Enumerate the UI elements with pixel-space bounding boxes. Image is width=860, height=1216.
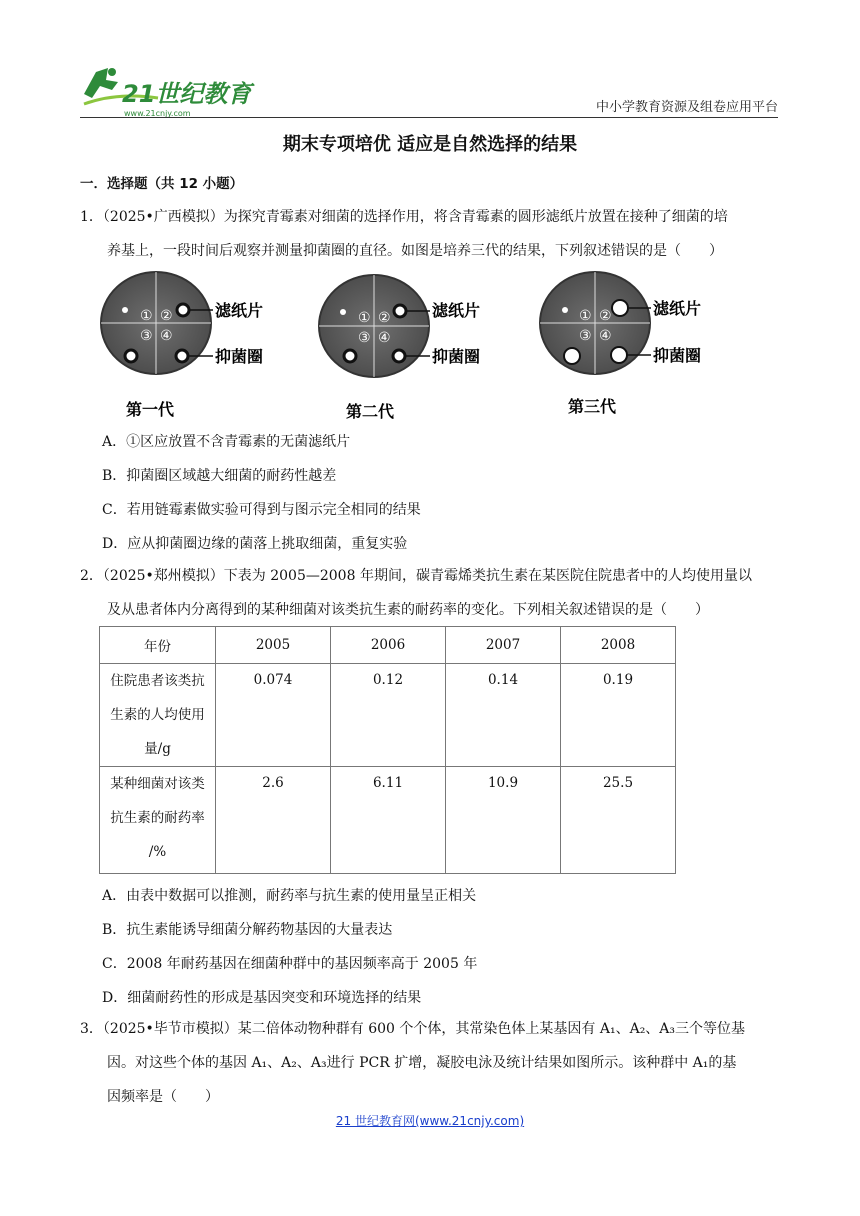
q1-option-c[interactable]: C．若用链霉素做实验可得到与图示完全相同的结果 <box>102 502 421 518</box>
table-header-cell: 2006 <box>331 627 446 664</box>
question-1 <box>80 200 780 268</box>
svg-text:抑菌圈: 抑菌圈 <box>215 347 264 366</box>
q1-option-a[interactable]: A．①区应放置不含青霉素的无菌滤纸片 <box>102 434 351 450</box>
svg-text:②: ② <box>160 308 173 324</box>
table-row <box>100 767 676 874</box>
svg-text:滤纸片: 滤纸片 <box>432 301 481 320</box>
svg-text:抑菌圈: 抑菌圈 <box>653 346 702 365</box>
question-3-line2: 因。对这些个体的基因 A₁、A₂、A₃进行 PCR 扩增，凝胶电泳及统计结果如图所示。该种群中 A₁的基 <box>107 1055 737 1071</box>
petri-dish-figure <box>98 270 738 420</box>
logo-text: 21世纪教育 <box>122 80 252 108</box>
logo-url: www.21cnjy.com <box>124 109 191 118</box>
data-table <box>99 626 676 874</box>
footer-link[interactable]: 21 世纪教育网(www.21cnjy.com) <box>335 1114 525 1128</box>
svg-text:滤纸片: 滤纸片 <box>215 301 264 320</box>
table-cell: 10.9 <box>446 767 561 874</box>
q2-option-d[interactable]: D．细菌耐药性的形成是基因突变和环境选择的结果 <box>102 990 422 1006</box>
q2-option-c[interactable]: C．2008 年耐药基因在细菌种群中的基因频率高于 2005 年 <box>102 956 478 972</box>
svg-text:第二代: 第二代 <box>346 402 395 420</box>
svg-text:④: ④ <box>599 328 612 344</box>
q1-option-d[interactable]: D．应从抑菌圈边缘的菌落上挑取细菌，重复实验 <box>102 536 408 552</box>
question-3 <box>80 1012 780 1114</box>
svg-text:②: ② <box>599 308 612 324</box>
table-row-label: 住院患者该类抗 生素的人均使用 量/g <box>100 664 216 767</box>
q2-option-b[interactable]: B．抗生素能诱导细菌分解药物基因的大量表达 <box>102 922 393 938</box>
site-logo <box>78 64 278 120</box>
table-header-cell: 年份 <box>100 627 216 664</box>
table-header-row <box>100 627 676 664</box>
question-2 <box>80 559 780 627</box>
svg-text:③: ③ <box>140 328 153 344</box>
question-1-line1: 1．（2025•广西模拟）为探究青霉素对细菌的选择作用，将含青霉素的圆形滤纸片放置在接种了细菌的培 <box>80 209 728 225</box>
q1-option-b[interactable]: B．抑菌圈区域越大细菌的耐药性越差 <box>102 468 337 484</box>
dish-gen2 <box>319 275 480 420</box>
table-header-cell: 2005 <box>216 627 331 664</box>
table-row <box>100 664 676 767</box>
svg-text:第一代: 第一代 <box>126 400 175 419</box>
table-cell: 0.12 <box>331 664 446 767</box>
svg-text:④: ④ <box>378 330 391 346</box>
dish-gen3 <box>540 272 701 416</box>
dish-gen1 <box>101 272 263 419</box>
svg-text:①: ① <box>579 308 592 324</box>
svg-text:③: ③ <box>358 330 371 346</box>
svg-text:②: ② <box>378 310 391 326</box>
table-cell: 25.5 <box>561 767 676 874</box>
question-3-line1: 3．（2025•毕节市模拟）某二倍体动物种群有 600 个个体，其常染色体上某基因有 A₁、A₂、A₃三个等位基 <box>80 1021 746 1037</box>
section-heading: 一．选择题（共 12 小题） <box>80 176 244 192</box>
question-3-line3: 因频率是（ ） <box>107 1089 219 1105</box>
svg-text:抑菌圈: 抑菌圈 <box>432 347 481 366</box>
header-divider <box>80 117 778 118</box>
table-cell: 0.074 <box>216 664 331 767</box>
svg-text:滤纸片: 滤纸片 <box>653 299 702 318</box>
table-header-cell: 2008 <box>561 627 676 664</box>
platform-name: 中小学教育资源及组卷应用平台 <box>595 100 778 115</box>
svg-text:①: ① <box>140 308 153 324</box>
svg-text:第三代: 第三代 <box>568 397 617 416</box>
svg-text:③: ③ <box>579 328 592 344</box>
table-cell: 0.19 <box>561 664 676 767</box>
table-cell: 0.14 <box>446 664 561 767</box>
table-cell: 6.11 <box>331 767 446 874</box>
question-2-line2: 及从患者体内分离得到的某种细菌对该类抗生素的耐药率的变化。下列相关叙述错误的是（ ） <box>107 602 709 618</box>
svg-text:①: ① <box>358 310 371 326</box>
page-header <box>78 62 778 122</box>
q2-option-a[interactable]: A．由表中数据可以推测，耐药率与抗生素的使用量呈正相关 <box>102 888 477 904</box>
svg-text:④: ④ <box>160 328 173 344</box>
page-title: 期末专项培优 适应是自然选择的结果 <box>282 134 578 155</box>
question-2-line1: 2．（2025•郑州模拟）下表为 2005—2008 年期间，碳青霉烯类抗生素在某医院住院患者中的人均使用量以 <box>80 568 752 584</box>
question-1-line2: 养基上，一段时间后观察并测量抑菌圈的直径。如图是培养三代的结果，下列叙述错误的是（ ） <box>107 243 723 259</box>
table-header-cell: 2007 <box>446 627 561 664</box>
table-row-label: 某种细菌对该类 抗生素的耐药率 /% <box>100 767 216 874</box>
table-cell: 2.6 <box>216 767 331 874</box>
